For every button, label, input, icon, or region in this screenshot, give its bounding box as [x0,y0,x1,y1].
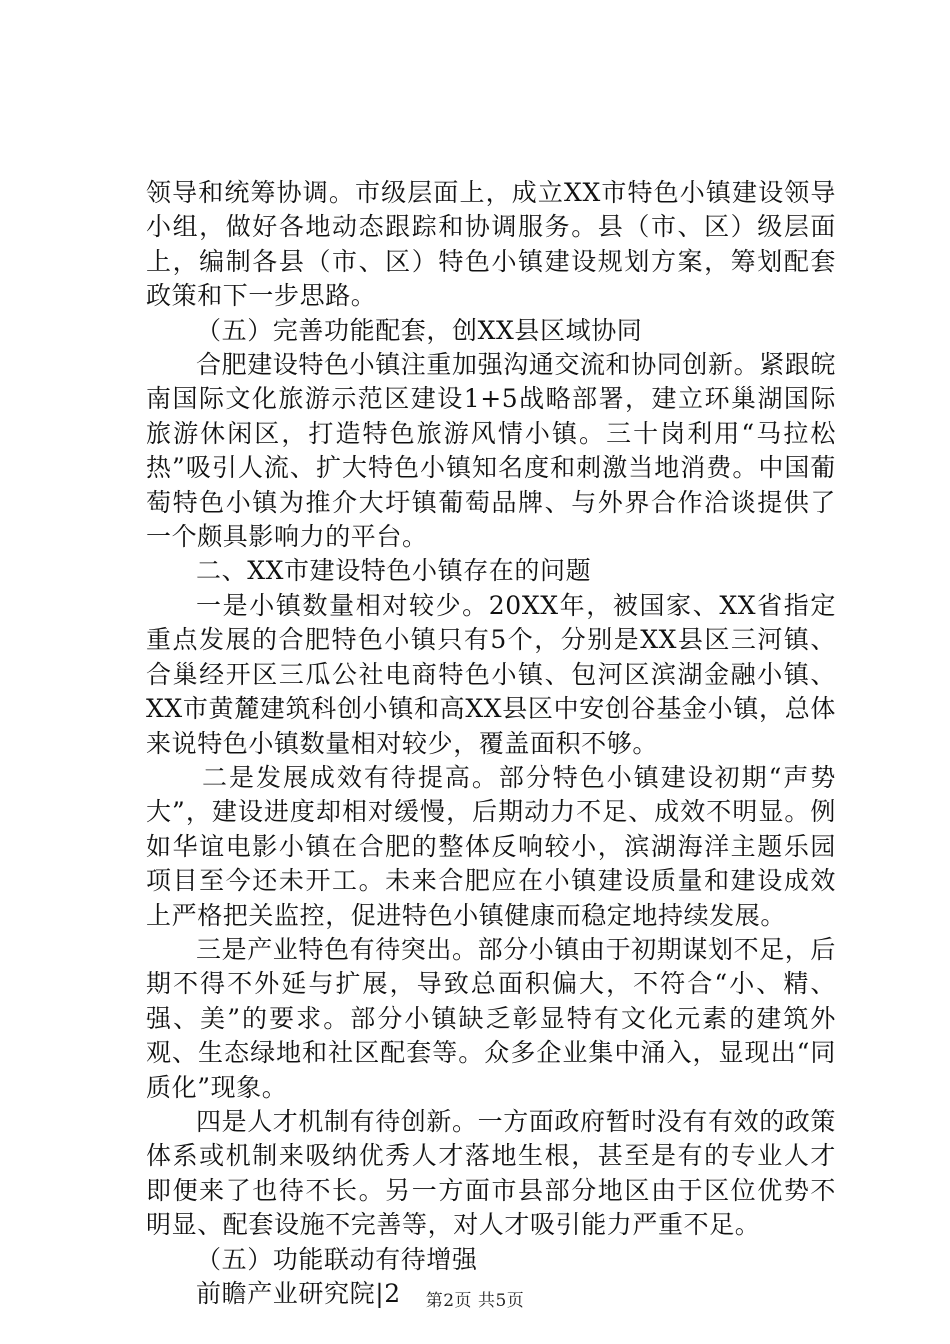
heading-linkage: （五）功能联动有待增强 [196,1244,478,1274]
page-number-footer: 第2页 共5页 [425,1291,525,1311]
paragraph-problem-three: 三是产业特色有待突出。部分小镇由于初期谋划不足，后期不得不外延与扩展，导致总面积偏大，不符合“小、精、强、美”的要求。部分小镇缺乏彰显特有文化元素的建筑外观、生态绿地和社区配套等。众多企业集中涌入，显现出“同质化”现象。 [146,934,837,1102]
paragraph-problem-four: 四是人才机制有待创新。一方面政府暂时没有有效的政策体系或机制来吸纳优秀人才落地生根，甚至是有的专业人才即便来了也待不长。另一方面市县部分地区由于区位优势不明显、配套设施不完善等，对人才吸引能力严重不足。 [146,1106,837,1240]
document-body [146,176,836,1311]
paragraph-collaboration: 合肥建设特色小镇注重加强沟通交流和协同创新。紧跟皖南国际文化旅游示范区建设1+5战略部署，建立环巢湖国际旅游休闲区，打造特色旅游风情小镇。三十岗利用“马拉松热”吸引人流、扩大特色小镇知名度和刺激当地消费。中国葡萄特色小镇为推介大圩镇葡萄品牌、与外界合作洽谈提供了一个颇具影响力的平台。 [146,350,837,552]
paragraph-problem-two: 二是发展成效有待提高。部分特色小镇建设初期“声势大”，建设进度却相对缓慢，后期动力不足、成效不明显。例如华谊电影小镇在合肥的整体反响较小，滨湖海洋主题乐园项目至今还未开工。未来合肥应在小镇建设质量和建设成效上严格把关监控，促进特色小镇健康而稳定地持续发展。 [146,762,836,930]
source-line: 前瞻产业研究院|2 [196,1279,401,1308]
heading-problems: 二、XX市建设特色小镇存在的问题 [196,556,592,586]
paragraph-leadership-coordination: 领导和统筹协调。市级层面上，成立XX市特色小镇建设领导小组，做好各地动态跟踪和协调服务。县（市、区）级层面上，编制各县（市、区）特色小镇建设规划方案，筹划配套政策和下一步思路。 [146,178,836,311]
paragraph-problem-one: 一是小镇数量相对较少。20XX年，被国家、XX省指定重点发展的合肥特色小镇只有5个，分别是XX县区三河镇、合巢经开区三瓜公社电商特色小镇、包河区滨湖金融小镇、XX市黄麓建筑科创小镇和高XX县区中安创谷基金小镇，总体来说特色小镇数量相对较少，覆盖面积不够。 [146,590,836,758]
heading-function-matching: （五）完善功能配套，创XX县区域协同 [196,315,643,345]
